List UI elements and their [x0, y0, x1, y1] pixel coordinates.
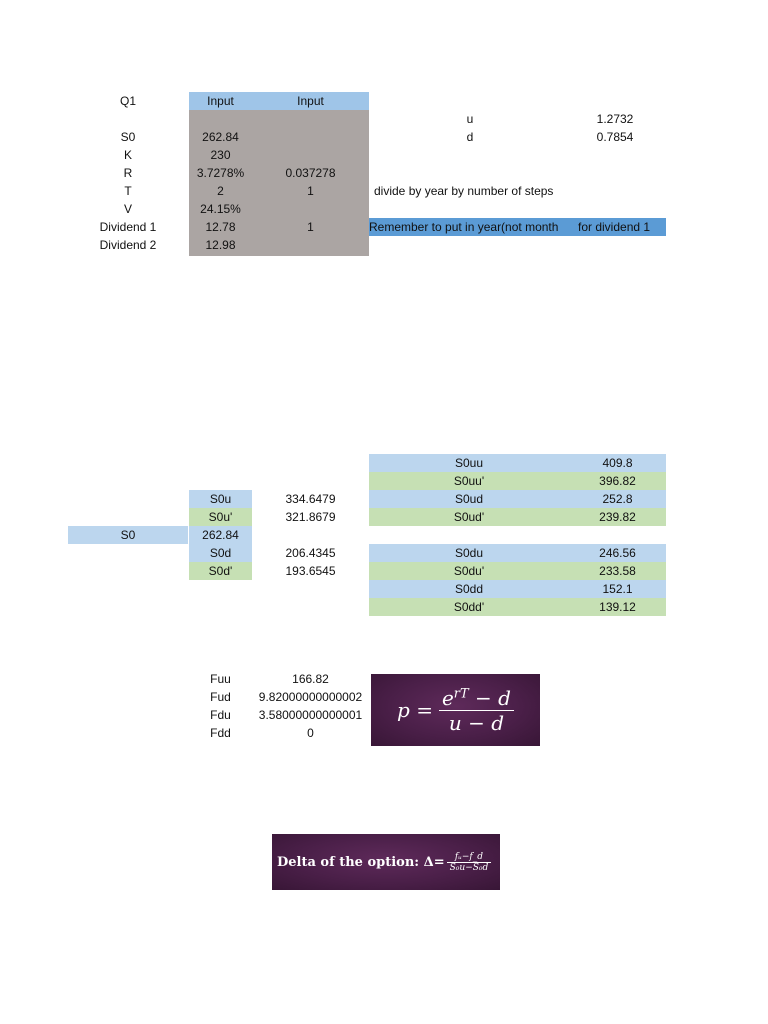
payoff-value-fuu[interactable]: 166.82 — [292, 672, 329, 686]
formula-p-num-base: e — [441, 685, 454, 710]
param-label-t: T — [124, 184, 132, 198]
tree-l1-value-u[interactable]: 334.6479 — [285, 492, 336, 506]
input-header-1[interactable]: Input — [189, 92, 252, 110]
note-dividend-text: Remember to put in year(not month — [369, 220, 559, 234]
formula-delta-text: Delta of the option: Δ= — [277, 854, 445, 870]
tree-l2-value-uu[interactable]: 409.8 — [569, 454, 666, 472]
q1-label: Q1 — [119, 94, 136, 108]
formula-p-denominator: u − d — [448, 710, 505, 735]
formula-p-numerator — [439, 686, 514, 711]
payoff-label-fuu: Fuu — [210, 672, 231, 686]
param-label-dividend1: Dividend 1 — [99, 220, 157, 234]
param-label-dividend2: Dividend 2 — [99, 238, 157, 252]
tree-l2-value-dd-prime[interactable]: 139.12 — [569, 598, 666, 616]
note-steps: divide by year by number of steps — [374, 184, 554, 198]
param-value-t[interactable]: 2 — [217, 184, 224, 198]
tree-l2-value-du-prime[interactable]: 233.58 — [569, 562, 666, 580]
param-label-k: K — [123, 148, 132, 162]
param-value2-t[interactable]: 1 — [307, 184, 314, 198]
formula-delta-fraction — [447, 852, 492, 873]
payoff-value-fud[interactable]: 9.82000000000002 — [258, 690, 363, 704]
d-label: d — [466, 130, 474, 144]
d-value[interactable]: 0.7854 — [596, 130, 634, 144]
payoff-value-fdu[interactable]: 3.58000000000001 — [258, 708, 363, 722]
param-value-dividend2[interactable]: 12.98 — [205, 238, 236, 252]
param-value2-k[interactable] — [252, 146, 369, 164]
tree-l2-value-dd[interactable]: 152.1 — [569, 580, 666, 598]
formula-p-num-rest: − d — [468, 685, 511, 710]
tree-l2-value-du[interactable]: 246.56 — [569, 544, 666, 562]
param-label-r: R — [123, 166, 133, 180]
param-value-k[interactable]: 230 — [210, 148, 231, 162]
formula-p-lhs: p = — [397, 698, 433, 722]
param-value-r[interactable]: 3.7278% — [196, 166, 245, 180]
tree-l2-label-uu-prime: S0uu' — [369, 472, 569, 490]
param-value2-dividend1[interactable]: 1 — [307, 220, 314, 234]
tree-l1-label-u-prime: S0u' — [189, 508, 252, 526]
tree-l1-label-u: S0u — [189, 490, 252, 508]
param-value2-s0[interactable] — [252, 128, 369, 146]
tree-l2-label-dd-prime: S0dd' — [369, 598, 569, 616]
u-value[interactable]: 1.2732 — [596, 112, 634, 126]
tree-l1-label-d: S0d — [189, 544, 252, 562]
tree-l1-label-d-prime: S0d' — [189, 562, 252, 580]
tree-l2-value-uu-prime[interactable]: 396.82 — [569, 472, 666, 490]
formula-p-num-exp: rT — [453, 685, 469, 701]
tree-root-label: S0 — [68, 526, 188, 544]
note-dividend-text-2: for dividend 1 — [578, 220, 651, 234]
tree-l1-value-u-prime[interactable]: 321.8679 — [285, 510, 336, 524]
tree-l2-label-du: S0du — [369, 544, 569, 562]
param-value2-dividend2[interactable] — [252, 236, 369, 254]
note-dividend-bar — [369, 218, 666, 236]
param-value2-r[interactable]: 0.037278 — [285, 166, 336, 180]
probability-formula-image — [371, 674, 540, 746]
payoff-label-fud: Fud — [210, 690, 231, 704]
tree-l2-label-ud-prime: S0ud' — [369, 508, 569, 526]
param-label-s0: S0 — [120, 130, 136, 144]
tree-l1-value-d-prime[interactable]: 193.6545 — [285, 564, 336, 578]
delta-formula-image — [272, 834, 500, 890]
param-value2-v[interactable] — [252, 200, 369, 218]
tree-l2-label-du-prime: S0du' — [369, 562, 569, 580]
tree-l2-label-uu: S0uu — [369, 454, 569, 472]
tree-l2-value-ud-prime[interactable]: 239.82 — [569, 508, 666, 526]
payoff-label-fdd: Fdd — [210, 726, 231, 740]
param-value-s0[interactable]: 262.84 — [202, 130, 239, 144]
input-header-2[interactable]: Input — [252, 92, 369, 110]
tree-l2-value-ud[interactable]: 252.8 — [569, 490, 666, 508]
tree-l2-label-ud: S0ud — [369, 490, 569, 508]
tree-l1-value-d[interactable]: 206.4345 — [285, 546, 336, 560]
u-label: u — [466, 112, 474, 126]
formula-p-fraction — [439, 686, 514, 735]
formula-delta-numerator: fᵤ−f_d — [447, 852, 492, 863]
param-label-v: V — [123, 202, 132, 216]
formula-delta-denominator: S₀u−S₀d — [449, 862, 489, 873]
tree-root-value[interactable]: 262.84 — [189, 526, 252, 544]
param-value-dividend1[interactable]: 12.78 — [205, 220, 236, 234]
payoff-label-fdu: Fdu — [210, 708, 231, 722]
payoff-value-fdd[interactable]: 0 — [307, 726, 314, 740]
param-value-v[interactable]: 24.15% — [200, 202, 241, 216]
tree-l2-label-dd: S0dd — [369, 580, 569, 598]
